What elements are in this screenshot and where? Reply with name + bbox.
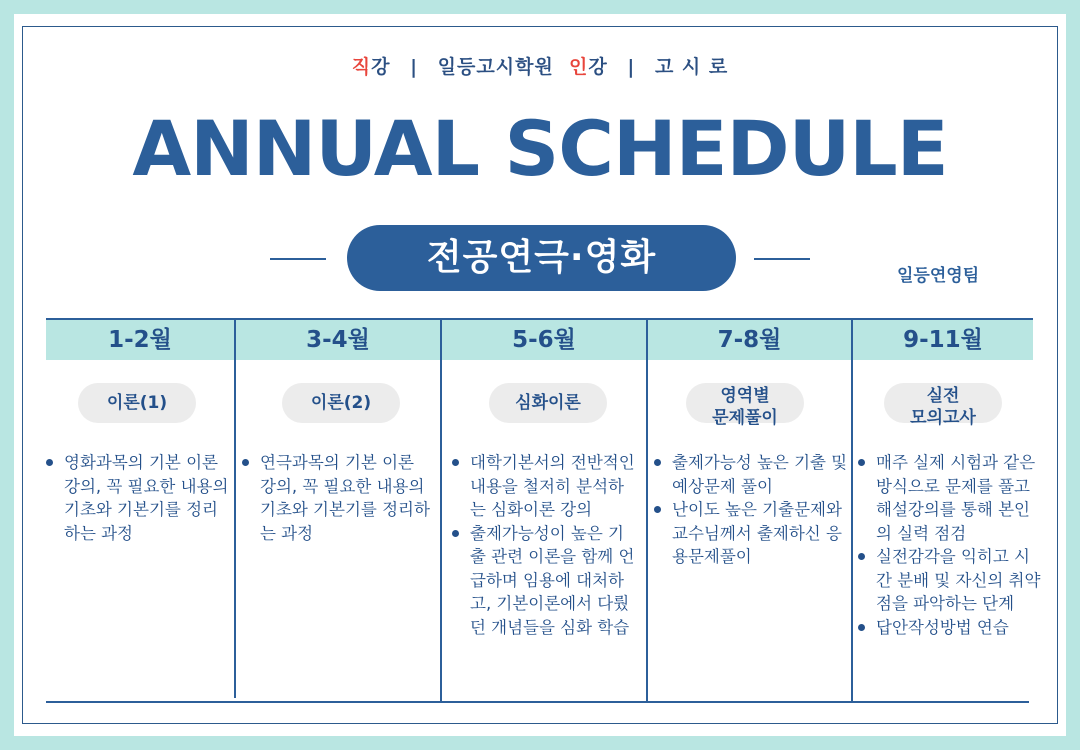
period-header-4: 7-8월 [717,327,782,353]
top-line-text-2: 강 [588,56,608,78]
phase-badge-4-line1: 영역별 [720,386,770,406]
subject-pill: 전공연극·영화 [347,225,736,291]
description-list-3 [448,451,638,639]
subject-left-rule [270,258,326,260]
description-list-1 [42,451,230,545]
top-line-separator-2: | [627,56,636,78]
column-divider-4 [851,320,853,701]
description-item: 실전감각을 익히고 시간 분배 및 자신의 취약점을 파악하는 단계 [854,545,1044,616]
phase-badge-1 [78,383,196,423]
description-item: 대학기본서의 전반적인 내용을 철저히 분석하는 심화이론 강의 [448,451,638,522]
phase-badge-4 [686,383,804,428]
phase-badge-3 [489,383,607,423]
period-header-1: 1-2월 [108,327,172,353]
top-line-red-1: 직 [351,56,372,78]
phase-badge-1-text: 이론(1) [106,393,168,413]
phase-badge-5-line1: 실전 [926,386,960,406]
phase-badge-4-line2: 문제풀이 [712,408,778,428]
phase-badge-3-text: 심화이론 [515,393,581,413]
period-header-5: 9-11월 [903,327,983,353]
phase-badge-5 [884,383,1002,428]
description-item: 난이도 높은 기출문제와 교수님께서 출제하신 응용문제풀이 [650,498,848,569]
phase-badge-5-line2: 모의고사 [910,408,976,428]
description-item: 연극과목의 기본 이론 강의, 꼭 필요한 내용의 기초와 기본기를 정리하는 과정 [238,451,434,545]
top-line [0,52,1080,79]
description-item: 답안작성방법 연습 [854,616,1044,640]
description-list-4 [650,451,848,569]
description-item: 출제가능성 높은 기출 및 예상문제 풀이 [650,451,848,498]
top-line-separator-1: | [410,56,419,78]
column-divider-2 [440,320,442,701]
top-line-text-1: 강 [371,56,391,78]
phase-badge-2 [282,383,400,423]
description-item: 출제가능성이 높은 기출 관련 이론을 함께 언급하며 임용에 대처하고, 기본이론에서 다뤘던 개념들을 심화 학습 [448,522,638,640]
team-label: 일등연영팀 [897,266,980,286]
column-divider-3 [646,320,648,701]
phase-badge-2-text: 이론(2) [310,393,372,413]
period-header-3: 5-6월 [512,327,576,353]
description-item: 매주 실제 시험과 같은 방식으로 문제를 풀고 해설강의를 통해 본인의 실력 점검 [854,451,1044,545]
description-item: 영화과목의 기본 이론 강의, 꼭 필요한 내용의 기초와 기본기를 정리하는 과정 [42,451,230,545]
period-header-2: 3-4월 [306,327,370,353]
subject-right-rule [754,258,810,260]
table-bottom-rule [46,701,1029,703]
top-line-gosiro: 고 시 로 [654,56,729,78]
top-line-red-2: 인 [569,56,589,78]
description-list-5 [854,451,1044,639]
column-divider-1 [234,320,236,698]
description-list-2 [238,451,434,545]
top-line-academy: 일등고시학원 [437,56,554,78]
page-title: ANNUAL SCHEDULE [132,104,948,193]
